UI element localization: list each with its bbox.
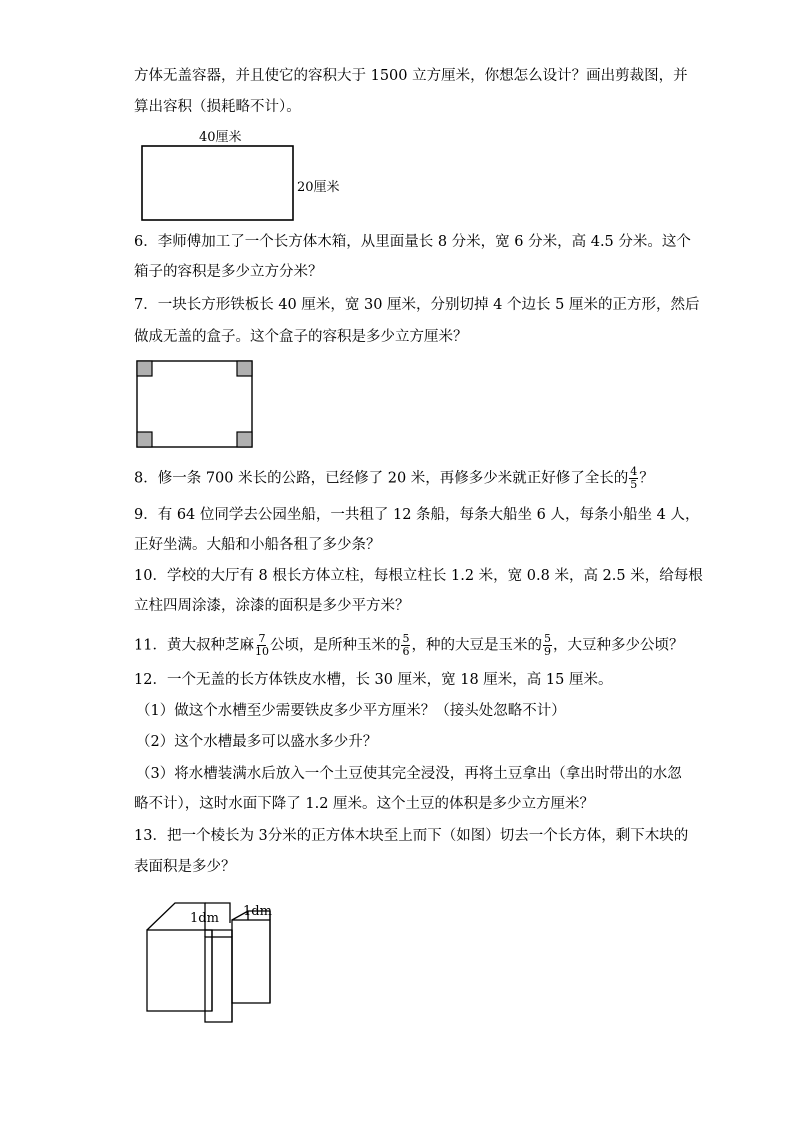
q12-part3-line2: 略不计），这时水面下降了 1.2 厘米。这个土豆的体积是多少立方厘米？ xyxy=(134,796,595,812)
q12-line: 12．一个无盖的长方体铁皮水槽，长 30 厘米，宽 18 厘米，高 15 厘米。 xyxy=(134,672,613,688)
q8-text-end: ？ xyxy=(639,470,654,487)
q8-denominator: 5 xyxy=(630,478,638,491)
rect-top-label: 40厘米 xyxy=(199,130,242,145)
q8-numerator: 4 xyxy=(630,465,638,478)
q9-line1: 9．有 64 位同学去公园坐船，一共租了 12 条船，每条大船坐 6 人，每条小船坐 4 人， xyxy=(134,507,700,523)
q7-line1: 7．一块长方形铁板长 40 厘米，宽 30 厘米，分别切掉 4 个边长 5 厘米的正方形，然后 xyxy=(134,297,700,313)
q10-line1: 10．学校的大厅有 8 根长方体立柱，每根立柱长 1.2 米，宽 0.8 米，高 2.5 米，给每根 xyxy=(134,568,703,584)
rect-side-label: 20厘米 xyxy=(297,180,340,195)
q13-line1: 13．把一个棱长为 3分米的正方体木块至上而下（如图）切去一个长方体，剩下木块的 xyxy=(134,828,689,844)
q12-part2: （2）这个水槽最多可以盛水多少升？ xyxy=(136,734,378,750)
q8-text: 8．修一条 700 米长的公路，已经修了 20 米，再修多少米就正好修了全长的 xyxy=(134,470,629,487)
q11-text-2: 公顷，是所种玉米的 xyxy=(269,637,401,654)
q11-fraction-1-denominator: 10 xyxy=(254,645,269,658)
q13-line2: 表面积是多少？ xyxy=(134,859,236,875)
q10-line2: 立柱四周涂漆，涂漆的面积是多少平方米？ xyxy=(134,598,410,614)
q11-fraction-1-numerator: 7 xyxy=(258,632,266,645)
q11-fraction-2-denominator: 6 xyxy=(402,645,410,658)
cube-label-2: 1dm xyxy=(243,904,272,919)
q12-part3-line1: （3）将水槽装满水后放入一个土豆使其完全浸没，再将土豆拿出（拿出时带出的水忽 xyxy=(136,766,682,782)
q11-text-3: ，种的大豆是玉米的 xyxy=(411,637,542,654)
q5-text-line1: 方体无盖容器，并且使它的容积大于 1500 立方厘米，你想怎么设计？画出剪裁图，并 xyxy=(134,68,688,84)
q11-fraction-3-denominator: 9 xyxy=(543,645,551,658)
q11-text-4: ，大豆种多少公顷？ xyxy=(552,637,684,654)
q7-line2: 做成无盖的盒子。这个盒子的容积是多少立方厘米？ xyxy=(134,329,468,345)
q6-line1: 6．李师傅加工了一个长方体木箱，从里面量长 8 分米，宽 6 分米，高 4.5 分米。这个 xyxy=(134,234,691,250)
q9-line2: 正好坐满。大船和小船各租了多少条？ xyxy=(134,537,381,553)
q11-text-1: 11．黄大叔种芝麻 xyxy=(134,637,254,654)
q11-fraction-2-numerator: 5 xyxy=(402,632,410,645)
q6-line2: 箱子的容积是多少立方分米？ xyxy=(134,264,323,280)
q12-part1: （1）做这个水槽至少需要铁皮多少平方厘米？（接头处忽略不计） xyxy=(136,703,566,719)
cube-label-1: 1dm xyxy=(190,911,219,926)
q11-fraction-3-numerator: 5 xyxy=(543,632,551,645)
q5-text-line2: 算出容积（损耗略不计）。 xyxy=(134,99,301,115)
